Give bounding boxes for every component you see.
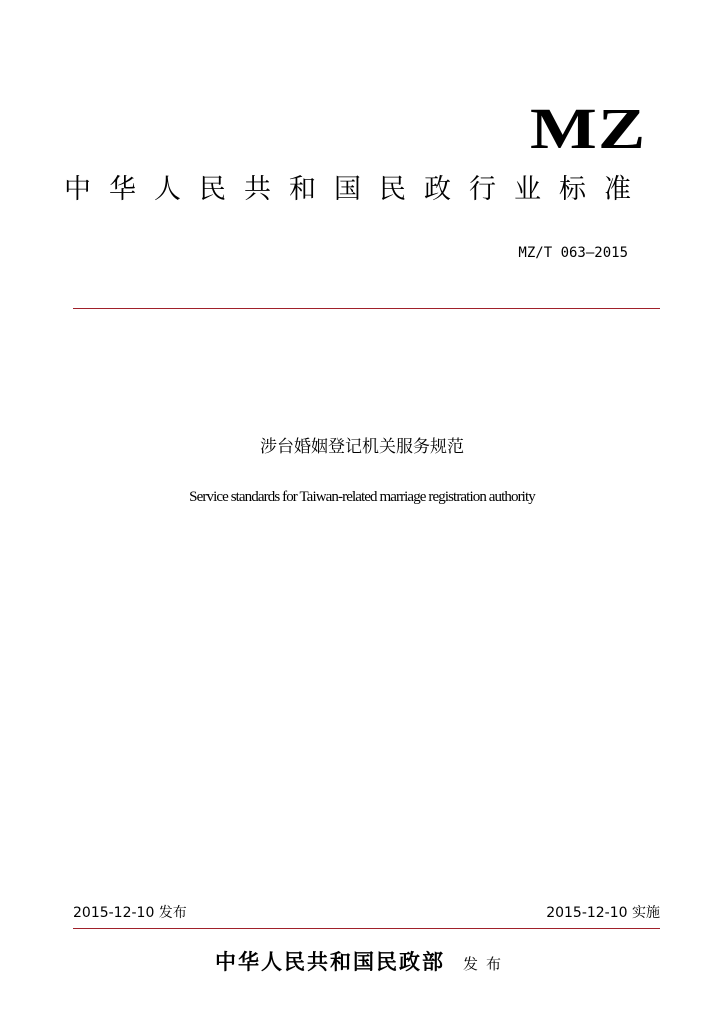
- implement-date: 2015-12-10 实施: [546, 905, 660, 921]
- standard-number: MZ/T 063—2015: [518, 245, 628, 261]
- document-title-chinese: 涉台婚姻登记机关服务规范: [260, 437, 464, 457]
- mz-logo: MZ: [529, 96, 646, 161]
- issue-label: 发布: [462, 955, 509, 973]
- document-title-english: Service standards for Taiwan-related marriage registration authority: [189, 489, 535, 505]
- issuing-authority: 中华人民共和国民政部: [214, 950, 445, 974]
- bottom-divider: [73, 928, 660, 929]
- issuer-line: [0, 948, 724, 978]
- publish-date: 2015-12-10 发布: [73, 905, 187, 921]
- top-divider: [73, 308, 660, 309]
- standard-category-heading: 中华人民共和国民政行业标准: [64, 174, 649, 205]
